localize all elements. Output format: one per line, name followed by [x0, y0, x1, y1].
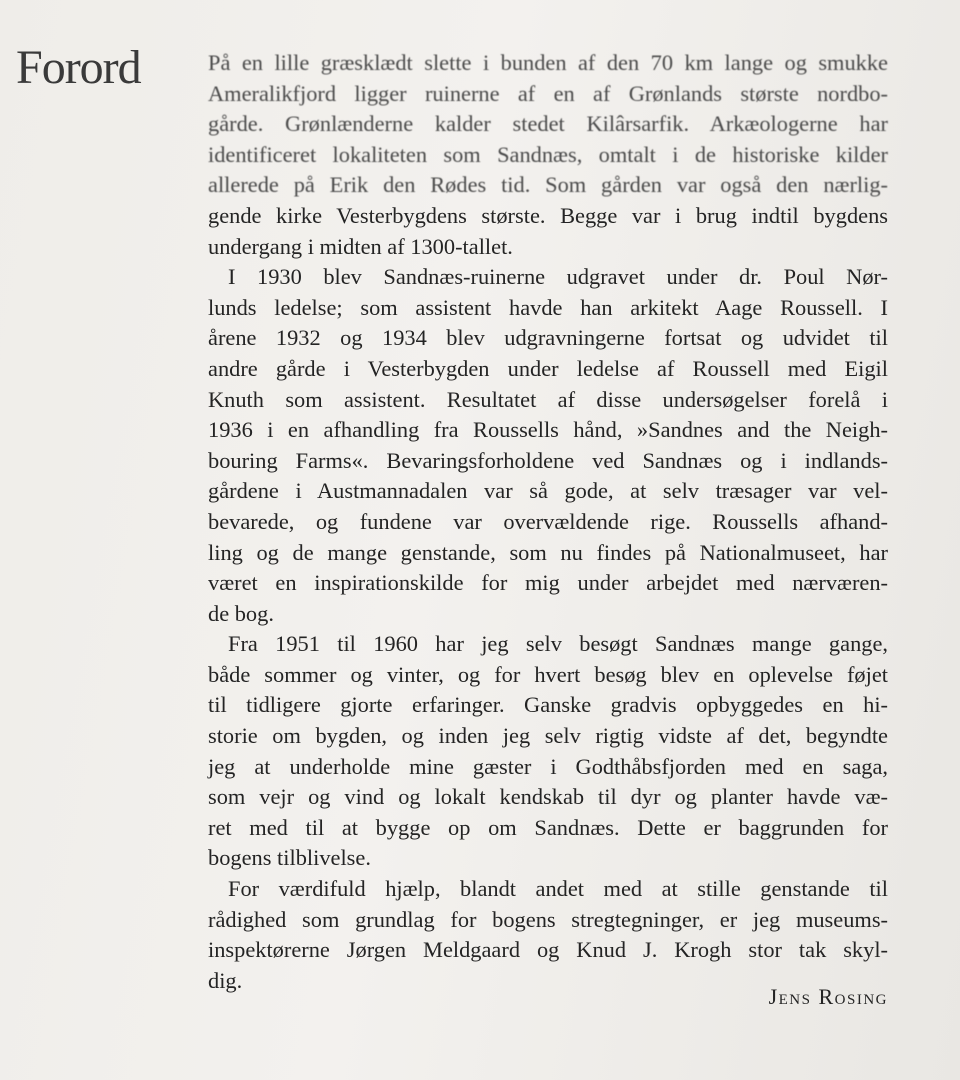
text-line: gende kirke Vesterbygdens største. Begge var i brug indtil bygdens — [208, 202, 888, 228]
text-line: Knuth som assistent. Resultatet af disse undersøgelser forelå i — [208, 386, 888, 412]
text-line: været en inspirationskilde for mig under arbejdet med nærværen- — [208, 570, 888, 596]
text-line: Ameralikfjord ligger ruinerne af en af Grønlands største nordbo- — [208, 80, 888, 106]
text-line: de bog. — [208, 600, 274, 626]
text-line: På en lille græsklædt slette i bunden af den 70 km lange og smukke — [208, 50, 888, 75]
text-line: dig. — [208, 967, 243, 993]
text-line: ling og de mange genstande, som nu findes på Nationalmuseet, har — [208, 539, 888, 565]
foreword-text — [208, 48, 888, 996]
text-line: I 1930 blev Sandnæs-ruinerne udgravet under dr. Poul Nør- — [228, 264, 888, 290]
text-line: identificeret lokaliteten som Sandnæs, omtalt i de historiske kilder — [208, 141, 888, 167]
text-line: gårdene i Austmannadalen var så gode, at selv træsager var vel- — [208, 478, 888, 504]
author-signature: Jens Rosing — [768, 984, 888, 1009]
text-line: bogens tilblivelse. — [208, 845, 371, 871]
text-line: bevarede, og fundene var overvældende rige. Roussells afhand- — [208, 508, 888, 534]
text-line: Fra 1951 til 1960 har jeg selv besøgt Sandnæs mange gange, — [228, 631, 888, 657]
text-line: bouring Farms«. Bevaringsforholdene ved Sandnæs og i indlands- — [208, 447, 888, 473]
text-line: lunds ledelse; som assistent havde han arkitekt Aage Roussell. I — [208, 294, 888, 320]
text-line: inspektørerne Jørgen Meldgaard og Knud J. Krogh stor tak skyl- — [208, 937, 888, 963]
text-line: For værdifuld hjælp, blandt andet med at stille genstande til — [228, 876, 888, 902]
text-line: 1936 i en afhandling fra Roussells hånd, »Sandnes and the Neigh- — [208, 417, 888, 443]
text-line: ret med til at bygge op om Sandnæs. Dette er baggrunden for — [208, 814, 888, 840]
text-line: gårde. Grønlænderne kalder stedet Kilârsarfik. Arkæologerne har — [208, 111, 888, 137]
text-line: storie om bygden, og inden jeg selv rigtig vidste af det, begyndte — [208, 723, 888, 749]
text-line: både sommer og vinter, og for hvert besøg blev en oplevelse føjet — [208, 661, 888, 687]
text-line: til tidligere gjorte erfaringer. Ganske gradvis opbyggedes en hi- — [208, 692, 888, 718]
text-line: årene 1932 og 1934 blev udgravningerne fortsat og udvidet til — [208, 325, 888, 351]
text-line: som vejr og vind og lokalt kendskab til dyr og planter havde væ- — [208, 784, 888, 810]
text-line: jeg at underholde mine gæster i Godthåbsfjorden med en saga, — [208, 753, 888, 779]
text-line: andre gårde i Vesterbygden under ledelse af Roussell med Eigil — [208, 355, 888, 381]
text-line: allerede på Erik den Rødes tid. Som gården var også den nærlig- — [208, 172, 888, 198]
page-heading: Forord — [16, 41, 141, 94]
text-line: rådighed som grundlag for bogens stregtegninger, er jeg museums- — [208, 906, 888, 932]
text-line: undergang i midten af 1300-tallet. — [208, 233, 513, 259]
